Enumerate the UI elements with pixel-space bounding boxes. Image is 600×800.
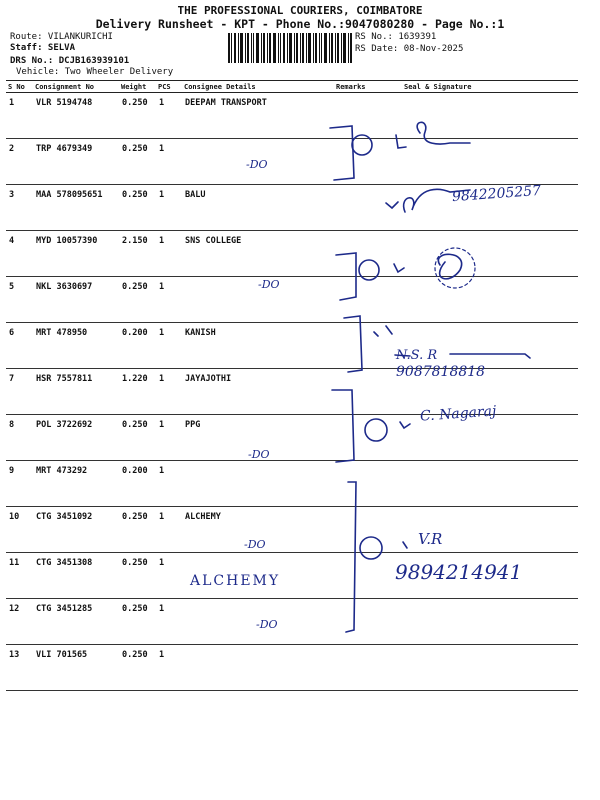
remarks-cell — [334, 369, 384, 415]
consignee: JAYAJOTHI — [182, 369, 334, 415]
table-row — [6, 139, 578, 185]
table-row — [6, 645, 578, 691]
pcs: 1 — [156, 645, 182, 691]
consignment-no: VLR 5194748 — [33, 93, 119, 139]
remarks-cell — [334, 599, 384, 645]
sno: 1 — [6, 93, 33, 139]
consignment-no: MAA 578095651 — [33, 185, 119, 231]
pcs: 1 — [156, 323, 182, 369]
consignment-no: POL 3722692 — [33, 415, 119, 461]
company-name: THE PROFESSIONAL COURIERS, COIMBATORE — [177, 4, 423, 17]
table-row — [6, 599, 578, 645]
weight: 0.200 — [119, 323, 156, 369]
staff-label: Staff: SELVA — [10, 43, 76, 53]
consignment-no: CTG 3451308 — [33, 553, 119, 599]
col-consignee: Consignee Details — [182, 81, 334, 93]
weight: 0.250 — [119, 645, 156, 691]
weight: 0.250 — [119, 507, 156, 553]
consignment-no: MYD 10057390 — [33, 231, 119, 277]
consignee — [182, 461, 334, 507]
pcs: 1 — [156, 599, 182, 645]
consignment-no: HSR 7557811 — [33, 369, 119, 415]
weight: 2.150 — [119, 231, 156, 277]
pcs: 1 — [156, 139, 182, 185]
signature-cell — [384, 415, 578, 461]
table-header-row — [6, 81, 578, 93]
runsheet-subtitle: Delivery Runsheet - KPT - Phone No.:9047080280 - Page No.:1 — [95, 17, 505, 31]
pcs: 1 — [156, 507, 182, 553]
remarks-cell — [334, 507, 384, 553]
table-row — [6, 93, 578, 139]
sno: 6 — [6, 323, 33, 369]
signature-cell — [384, 645, 578, 691]
table-row — [6, 507, 578, 553]
sno: 11 — [6, 553, 33, 599]
handwritten-name: ALCHEMY — [190, 573, 281, 589]
col-weight: Weight — [119, 81, 156, 93]
table-row — [6, 415, 578, 461]
pcs: 1 — [156, 185, 182, 231]
weight: 0.250 — [119, 185, 156, 231]
consignment-no: MRT 473292 — [33, 461, 119, 507]
table-row — [6, 277, 578, 323]
weight: 0.200 — [119, 461, 156, 507]
do-mark: -DO — [244, 538, 266, 551]
col-sno: S No — [6, 81, 33, 93]
do-mark: -DO — [256, 618, 278, 631]
pcs: 1 — [156, 461, 182, 507]
pcs: 1 — [156, 415, 182, 461]
consignee: SNS COLLEGE — [182, 231, 334, 277]
remarks-cell — [334, 645, 384, 691]
consignment-no: MRT 478950 — [33, 323, 119, 369]
sno: 9 — [6, 461, 33, 507]
pcs: 1 — [156, 277, 182, 323]
handwritten-name: C. Nagaraj — [419, 403, 497, 425]
consignment-no: VLI 701565 — [33, 645, 119, 691]
consignee: KANISH — [182, 323, 334, 369]
sno: 13 — [6, 645, 33, 691]
consignment-no: TRP 4679349 — [33, 139, 119, 185]
weight: 1.220 — [119, 369, 156, 415]
rs-date: RS Date: 08-Nov-2025 — [355, 44, 464, 54]
sno: 12 — [6, 599, 33, 645]
weight: 0.250 — [119, 139, 156, 185]
remarks-cell — [334, 231, 384, 277]
signature-cell — [384, 599, 578, 645]
signature-cell — [384, 93, 578, 139]
runsheet-table — [6, 80, 578, 691]
weight: 0.250 — [119, 553, 156, 599]
vehicle-label: Vehicle: Two Wheeler Delivery — [16, 67, 174, 77]
weight: 0.250 — [119, 599, 156, 645]
col-remarks: Remarks — [334, 81, 384, 93]
handwritten-phone: 9087818818 — [396, 364, 486, 380]
weight: 0.250 — [119, 277, 156, 323]
signature-cell — [384, 277, 578, 323]
handwritten-phone: 9842205257 — [451, 182, 542, 206]
handwritten-phone: 9894214941 — [395, 560, 523, 584]
table-row — [6, 323, 578, 369]
col-signature: Seal & Signature — [384, 81, 578, 93]
col-pcs: PCS — [156, 81, 182, 93]
sno: 7 — [6, 369, 33, 415]
consignee: DEEPAM TRANSPORT — [182, 93, 334, 139]
table-row — [6, 231, 578, 277]
remarks-cell — [334, 323, 384, 369]
signature-cell — [384, 507, 578, 553]
consignee — [182, 645, 334, 691]
pcs: 1 — [156, 369, 182, 415]
route-label: Route: VILANKURICHI — [10, 32, 113, 42]
col-consignment: Consignment No — [33, 81, 119, 93]
consignment-no: CTG 3451092 — [33, 507, 119, 553]
consignment-no: CTG 3451285 — [33, 599, 119, 645]
consignee: ALCHEMY — [182, 507, 334, 553]
consignee: PPG — [182, 415, 334, 461]
pcs: 1 — [156, 93, 182, 139]
sno: 4 — [6, 231, 33, 277]
remarks-cell — [334, 461, 384, 507]
weight: 0.250 — [119, 93, 156, 139]
drs-number: DRS No.: DCJB163939101 — [10, 56, 130, 66]
remarks-cell — [334, 185, 384, 231]
sno: 5 — [6, 277, 33, 323]
remarks-cell — [334, 93, 384, 139]
remarks-cell — [334, 415, 384, 461]
do-mark: -DO — [246, 158, 268, 171]
sno: 10 — [6, 507, 33, 553]
pcs: 1 — [156, 231, 182, 277]
sno: 8 — [6, 415, 33, 461]
rs-number: RS No.: 1639391 — [355, 32, 437, 42]
table-row — [6, 461, 578, 507]
consignment-no: NKL 3630697 — [33, 277, 119, 323]
signature-cell — [384, 461, 578, 507]
handwritten-initials: V.R — [418, 530, 443, 548]
consignee: BALU — [182, 185, 334, 231]
barcode-icon — [228, 33, 352, 63]
remarks-cell — [334, 277, 384, 323]
do-mark: -DO — [258, 278, 280, 291]
sno: 2 — [6, 139, 33, 185]
remarks-cell — [334, 553, 384, 599]
remarks-cell — [334, 139, 384, 185]
weight: 0.250 — [119, 415, 156, 461]
sno: 3 — [6, 185, 33, 231]
signature-cell — [384, 231, 578, 277]
signature-cell — [384, 139, 578, 185]
pcs: 1 — [156, 553, 182, 599]
do-mark: -DO — [248, 448, 270, 461]
handwritten-name: N.S. R — [396, 348, 438, 363]
